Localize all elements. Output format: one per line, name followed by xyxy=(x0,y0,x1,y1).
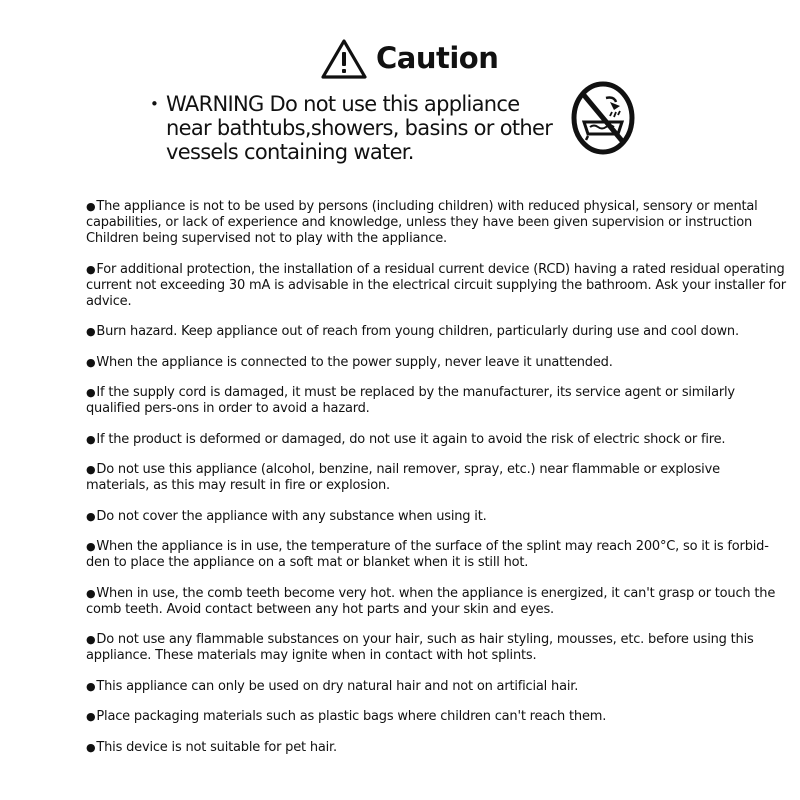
list-item xyxy=(86,355,786,371)
list-item xyxy=(86,740,786,756)
warning-text: WARNING Do not use this appliance near bathtubs,showers, basins or other vessels containing water. xyxy=(166,92,553,164)
list-item xyxy=(86,462,786,494)
list-item xyxy=(86,632,786,664)
bullet-dot: ● xyxy=(86,325,96,338)
bullet-dot: ● xyxy=(86,710,96,723)
bullet-dot: ● xyxy=(86,586,96,600)
list-item-text: When the appliance is in use, the temperature of the surface of the splint may reach 200°C, so it is forbid-den to place the appliance on a soft mat or blanket when it is still hot. xyxy=(86,539,769,570)
list-item-text: When in use, the comb teeth become very hot. when the appliance is energized, it can't grasp or touch the comb teeth. Avoid contact between any hot parts and your skin and eyes. xyxy=(86,585,776,617)
caution-header xyxy=(0,36,800,86)
safety-instructions-list xyxy=(86,199,786,770)
bullet-dot: ● xyxy=(86,509,96,523)
list-item-text: Do not use any flammable substances on your hair, such as hair styling, mousses, etc. before using this appliance. These materials may ignite when in contact with hot splints. xyxy=(86,632,754,663)
bullet-dot: ● xyxy=(86,633,96,646)
list-item-text: Do not use this appliance (alcohol, benzine, nail remover, spray, etc.) near flammable or explosive materials, as this may result in fire or explosion. xyxy=(86,462,720,493)
list-item-text: This device is not suitable for pet hair. xyxy=(96,739,337,755)
caution-triangle-icon xyxy=(321,38,367,80)
warning-bullet: • xyxy=(150,95,159,113)
bullet-dot: ● xyxy=(86,386,96,399)
list-item xyxy=(86,262,786,310)
bullet-dot: ● xyxy=(86,679,96,693)
list-item xyxy=(86,509,786,525)
list-item-text: Burn hazard. Keep appliance out of reach from young children, particularly during use and cool down. xyxy=(96,324,739,339)
bullet-dot: ● xyxy=(86,463,96,476)
list-item xyxy=(86,324,786,340)
bullet-dot: ● xyxy=(86,540,96,553)
caution-title: Caution xyxy=(376,41,499,75)
list-item-text: For additional protection, the installation of a residual current device (RCD) having a rated residual operating current not exceeding 30 mA is advisable in the electrical circuit supplying the bathroom. Ask your installer for advice. xyxy=(86,261,786,309)
list-item-text: Do not cover the appliance with any substance when using it. xyxy=(96,508,487,524)
bullet-dot: ● xyxy=(86,355,96,369)
list-item xyxy=(86,586,786,618)
list-item xyxy=(86,679,786,695)
list-item xyxy=(86,709,786,725)
bullet-dot: ● xyxy=(86,740,96,754)
bullet-dot: ● xyxy=(86,200,96,213)
bullet-dot: ● xyxy=(86,262,96,276)
no-water-sign-icon xyxy=(570,80,636,156)
list-item xyxy=(86,432,786,448)
list-item xyxy=(86,385,786,417)
list-item-text: Place packaging materials such as plastic bags where children can't reach them. xyxy=(96,709,607,724)
list-item-text: If the supply cord is damaged, it must be replaced by the manufacturer, its service agent or similarly qualified pers-ons in order to avoid a hazard. xyxy=(86,385,735,416)
list-item-text: When the appliance is connected to the power supply, never leave it unattended. xyxy=(96,354,613,370)
list-item-text: This appliance can only be used on dry natural hair and not on artificial hair. xyxy=(96,678,579,694)
warning-statement xyxy=(150,92,560,164)
bullet-dot: ● xyxy=(86,432,96,446)
list-item xyxy=(86,539,786,571)
list-item xyxy=(86,199,786,247)
list-item-text: The appliance is not to be used by persons (including children) with reduced physical, sensory or mental capabilities, or lack of experience and knowledge, unless they have been given supervision or instruction Children being supervised not to play with the appliance. xyxy=(86,199,758,246)
list-item-text: If the product is deformed or damaged, do not use it again to avoid the risk of electric shock or fire. xyxy=(96,431,726,447)
